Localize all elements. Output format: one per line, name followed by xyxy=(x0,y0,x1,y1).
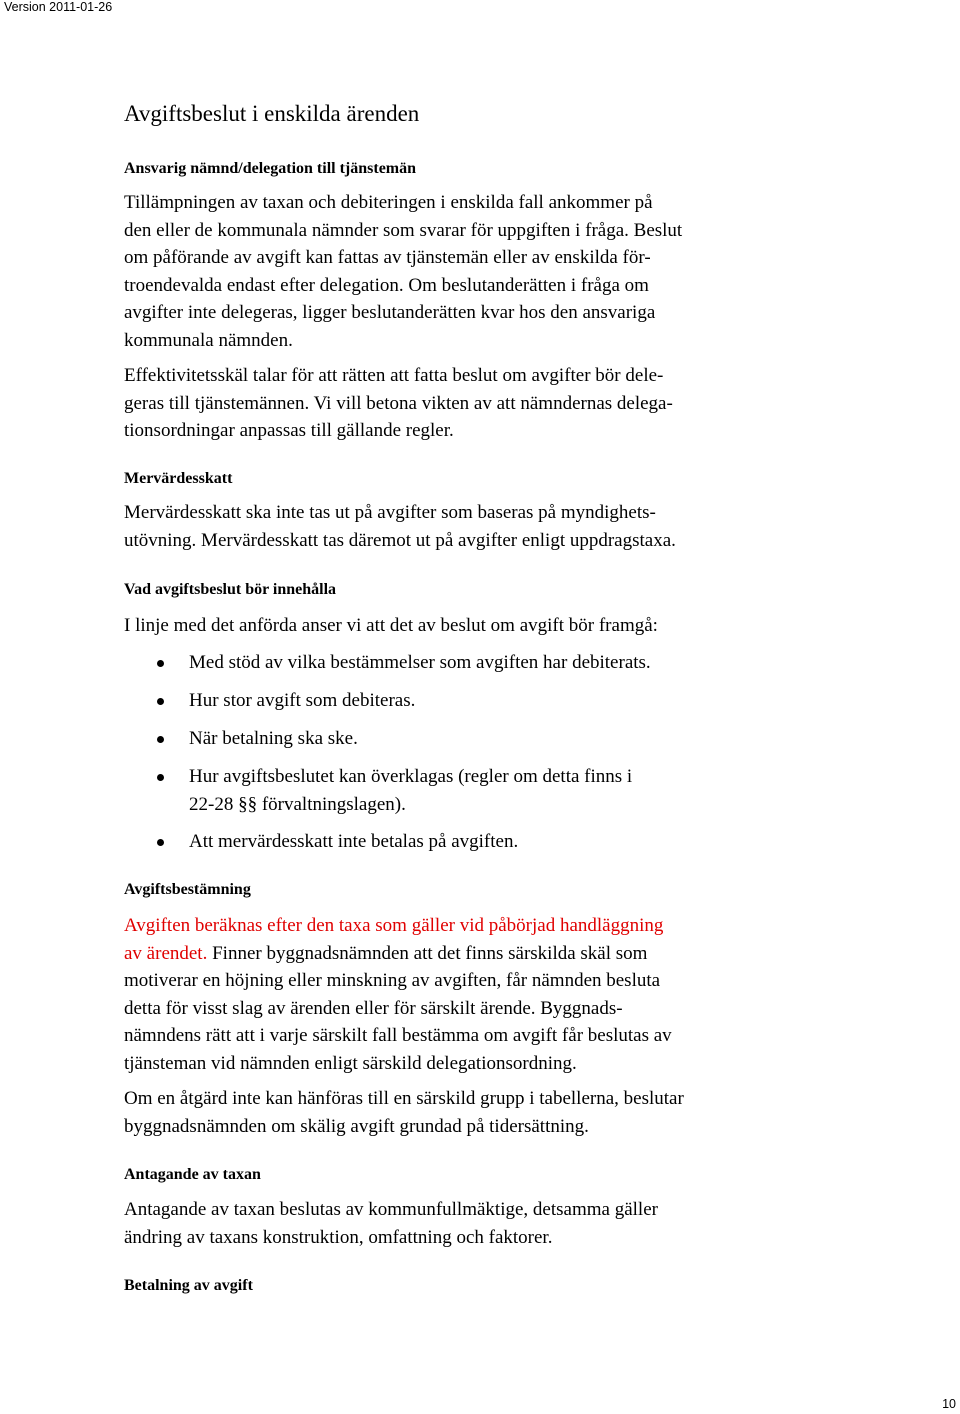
paragraph-avgiftsbestamning-2 xyxy=(124,1085,764,1140)
text-line: Hur avgiftsbeslutet kan överklagas (regler om detta finns i xyxy=(189,766,633,787)
bullet-icon xyxy=(157,660,164,667)
text-line: 22-28 §§ förvaltningslagen). xyxy=(189,793,406,815)
paragraph-antagande xyxy=(124,1196,764,1251)
paragraph-ansvarig-1 xyxy=(124,189,764,354)
text-line: tionsordningar anpassas till gällande regler. xyxy=(124,420,454,441)
text-line: Effektivitetsskäl talar för att rätten att fatta beslut om avgifter bör dele- xyxy=(124,365,664,386)
paragraph-mervardesskatt xyxy=(124,499,764,554)
text-line: geras till tjänstemännen. Vi vill betona vikten av att nämndernas delega- xyxy=(124,392,673,414)
text-line: Om en åtgärd inte kan hänföras till en särskild grupp i tabellerna, beslutar xyxy=(124,1088,684,1109)
text-line: ändring av taxans konstruktion, omfattning och faktorer. xyxy=(124,1226,553,1248)
text-line: troendevalda endast efter delegation. Om beslutanderätten i fråga om xyxy=(124,274,649,296)
bullet-icon xyxy=(157,839,164,846)
text-line: detta för visst slag av ärenden eller för särskilt ärende. Byggnads- xyxy=(124,997,623,1019)
highlighted-text: av ärendet. xyxy=(124,942,208,964)
list-item-text: När betalning ska ske. xyxy=(189,728,358,749)
text-line: tjänsteman vid nämnden enligt särskild delegationsordning. xyxy=(124,1052,577,1074)
text-line: byggnadsnämnden om skälig avgift grundad på tidersättning. xyxy=(124,1115,589,1137)
paragraph-avgiftsbestamning-1 xyxy=(124,912,764,1077)
text-line: om påförande av avgift kan fattas av tjänstemän eller av enskilda för- xyxy=(124,247,651,268)
bullet-icon xyxy=(157,698,164,705)
text-line xyxy=(124,940,764,968)
text-line: motiverar en höjning eller minskning av avgiften, får nämnden besluta xyxy=(124,970,661,991)
list-item-text: Hur stor avgift som debiteras. xyxy=(189,690,416,711)
heading-antagande: Antagande av taxan xyxy=(124,1166,261,1183)
version-label: Version 2011-01-26 xyxy=(4,0,113,14)
text-span: Finner byggnadsnämnden att det finns särskilda skäl som xyxy=(207,942,648,964)
list-item-text: Med stöd av vilka bestämmelser som avgiften har debiterats. xyxy=(189,652,651,673)
paragraph-ansvarig-2 xyxy=(124,362,764,445)
text-line: nämndens rätt att i varje särskilt fall bestämma om avgift får beslutas av xyxy=(124,1025,672,1046)
bullet-icon xyxy=(157,774,164,781)
document-title: Avgiftsbeslut i enskilda ärenden xyxy=(124,101,420,126)
text-line: Mervärdesskatt ska inte tas ut på avgifter som baseras på myndighets- xyxy=(124,502,656,523)
heading-avgiftsbestamning: Avgiftsbestämning xyxy=(124,881,251,898)
heading-betalning: Betalning av avgift xyxy=(124,1277,253,1294)
paragraph-innehall-intro: I linje med det anförda anser vi att det av beslut om avgift bör framgå: xyxy=(124,615,658,636)
text-line: utövning. Mervärdesskatt tas däremot ut på avgifter enligt uppdragstaxa. xyxy=(124,529,676,551)
text-line: den eller de kommunala nämnder som svarar för uppgiften i fråga. Beslut xyxy=(124,219,683,241)
text-line: Antagande av taxan beslutas av kommunfullmäktige, detsamma gäller xyxy=(124,1199,658,1220)
page-number: 10 xyxy=(942,1397,956,1411)
heading-innehall: Vad avgiftsbeslut bör innehålla xyxy=(124,581,337,598)
list-item-text xyxy=(189,763,632,818)
text-line: kommunala nämnden. xyxy=(124,329,293,351)
bullet-icon xyxy=(157,736,164,743)
text-line: Tillämpningen av taxan och debiteringen i enskilda fall ankommer på xyxy=(124,192,653,213)
heading-ansvarig: Ansvarig nämnd/delegation till tjänstemän xyxy=(124,160,417,177)
text-line: avgifter inte delegeras, ligger beslutanderätten kvar hos den ansvariga xyxy=(124,302,656,323)
highlighted-text: Avgiften beräknas efter den taxa som gäller vid påbörjad handläggning xyxy=(124,915,664,936)
heading-mervardesskatt: Mervärdesskatt xyxy=(124,470,233,487)
list-item-text: Att mervärdesskatt inte betalas på avgiften. xyxy=(189,831,519,852)
